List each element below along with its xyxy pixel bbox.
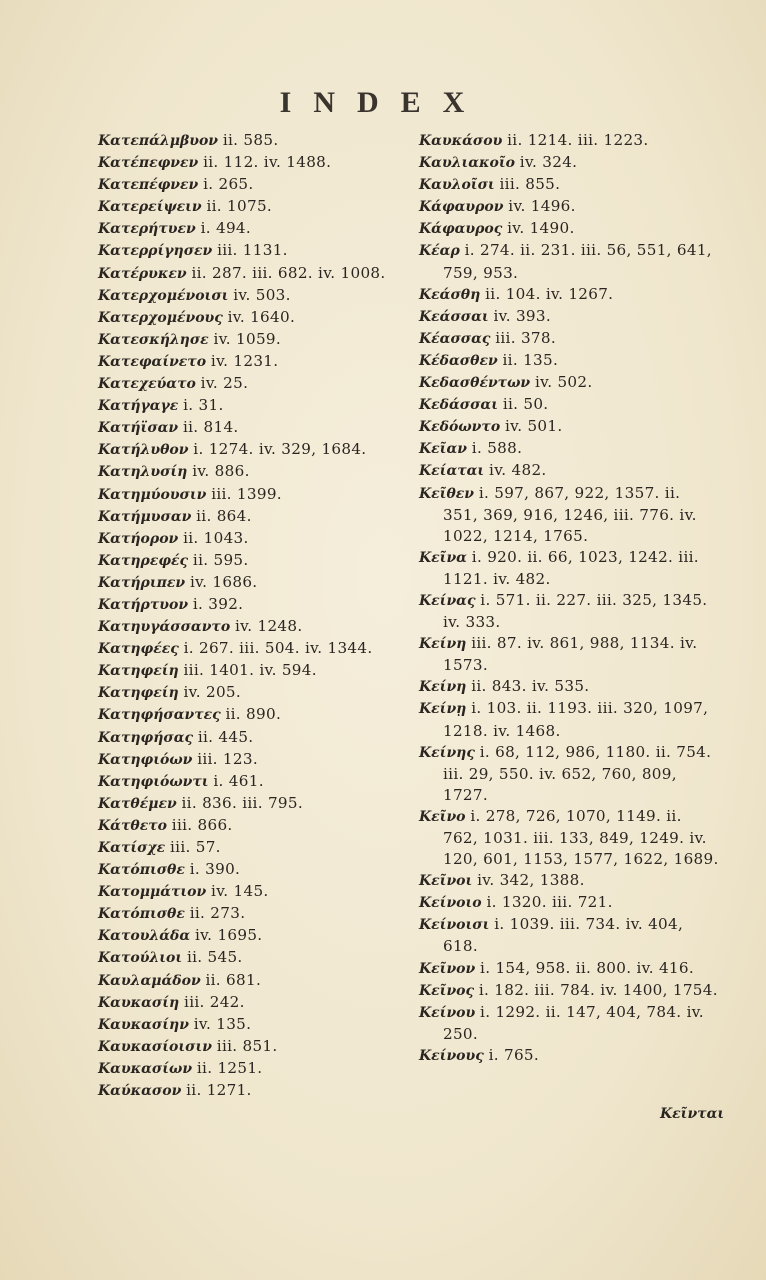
index-entry [98, 859, 398, 881]
index-entry [98, 329, 398, 351]
entry-references: ii. 864. [196, 506, 252, 525]
index-entry [98, 174, 398, 196]
entry-references: ii. 104. iv. 1267. [485, 284, 614, 303]
index-entry [419, 438, 719, 460]
entry-word: Κατεπέφνεν [98, 177, 199, 194]
entry-word: Κείνης [419, 744, 475, 761]
entry-references: ii. 135. [502, 350, 559, 369]
entry-references: iv. 1490. [507, 219, 575, 238]
entry-references: i. 920. ii. 66, 1023, 1242. iii. 1121. iv. 482. [443, 547, 699, 588]
index-entry [98, 749, 398, 771]
entry-word: Κεῖνος [419, 982, 475, 999]
index-entry [419, 240, 719, 283]
entry-references: i. 31. [183, 396, 224, 415]
index-entry [98, 638, 398, 660]
entry-references: iv. 205. [183, 683, 242, 702]
entry-references: i. 494. [200, 219, 251, 238]
page-header: INDEX [279, 86, 487, 119]
entry-references: i. 392. [192, 594, 244, 613]
index-entry [98, 130, 398, 152]
entry-word: Κατέρυκεν [98, 265, 187, 282]
index-entry [98, 572, 398, 594]
entry-word: Κείαται [419, 463, 485, 480]
index-entry [419, 590, 719, 633]
index-entry [419, 1002, 719, 1045]
entry-word: Κείνοισι [419, 917, 490, 934]
entry-references: ii. 50. [502, 395, 549, 414]
entry-references: iv. 502. [534, 373, 593, 392]
index-entry [419, 698, 719, 741]
index-entry [419, 350, 719, 372]
entry-word: Κατηρεφές [98, 552, 189, 569]
index-entry [98, 881, 398, 903]
entry-word: Κατούλιοι [98, 950, 183, 967]
index-entry [98, 660, 398, 682]
entry-word: Κεάσθη [419, 286, 481, 303]
entry-references: iii. 1399. [211, 484, 282, 503]
entry-references: i. 103. ii. 1193. iii. 320, 1097, 1218. iv. 1468. [443, 699, 709, 740]
entry-references: iii. 242. [184, 992, 245, 1011]
entry-word: Κατθέμεν [98, 795, 177, 812]
index-entry [98, 682, 398, 704]
entry-word: Κατήλυθον [98, 442, 189, 459]
index-entry [98, 484, 398, 506]
entry-word: Κείνους [419, 1047, 484, 1064]
index-entry [419, 394, 719, 416]
entry-word: Κατεπάλμβυον [98, 133, 219, 149]
index-entry [98, 771, 398, 793]
entry-word: Κατηφιόων [98, 751, 193, 768]
index-entry [98, 373, 398, 395]
entry-word: Κατόπισθε [98, 906, 185, 923]
entry-word: Κατηφείη [98, 663, 179, 680]
entry-references: i. 765. [488, 1045, 540, 1064]
entry-references: ii. 814. [182, 418, 239, 437]
index-entry [419, 284, 719, 306]
index-entry [98, 417, 398, 439]
entry-references: ii. 545. [186, 948, 243, 967]
entry-word: Καυκάσου [419, 133, 503, 149]
entry-word: Κατήριπεν [98, 574, 186, 591]
entry-references: iii. 1401. iv. 594. [183, 661, 317, 680]
entry-references: iv. 503. [233, 285, 291, 304]
entry-word: Κάφαυρος [419, 221, 503, 238]
entry-references: ii. 1043. [183, 528, 249, 547]
index-entry [419, 892, 719, 914]
index-entry [98, 1080, 398, 1102]
entry-references: iv. 886. [192, 462, 250, 481]
entry-references: i. 265. [203, 175, 254, 194]
index-entry [98, 616, 398, 638]
entry-word: Καυλοῖσι [419, 177, 495, 194]
index-entry [98, 815, 398, 837]
entry-references: ii. 445. [197, 727, 254, 746]
entry-references: ii. 595. [192, 550, 249, 569]
entry-word: Καυκασίοισιν [98, 1038, 212, 1055]
entry-references: i. 1320. iii. 721. [486, 893, 613, 912]
index-entry [98, 704, 398, 726]
entry-word: Κεδασθέντων [419, 375, 531, 392]
index-entry [98, 970, 398, 992]
index-entry [419, 676, 719, 698]
entry-word: Κατόπισθε [98, 862, 185, 879]
entry-word: Κείνῃ [419, 701, 467, 718]
entry-word: Κεῖνοι [419, 873, 473, 890]
index-entry [419, 547, 719, 590]
entry-word: Κεῖνα [419, 549, 467, 566]
entry-word: Κατήμυσαν [98, 508, 192, 525]
entry-word: Κατερρίγησεν [98, 243, 213, 260]
entry-references: ii. 1251. [196, 1058, 263, 1077]
entry-references: i. 390. [189, 860, 241, 879]
index-entry [98, 727, 398, 749]
entry-word: Κατεχεύατο [98, 376, 196, 393]
entry-references: iv. 25. [200, 374, 249, 393]
entry-references: i. 461. [213, 771, 264, 790]
entry-word: Κατερήτυεν [98, 221, 196, 238]
entry-word: Κατέπεφνεν [98, 155, 199, 172]
entry-references: iii. 87. iv. 861, 988, 1134. iv. 1573. [443, 634, 698, 675]
index-entry [98, 793, 398, 815]
entry-word: Κατεφαίνετο [98, 353, 207, 370]
entry-references: i. 1292. ii. 147, 404, 784. iv. 250. [443, 1002, 704, 1043]
entry-word: Καυκασίη [98, 994, 180, 1011]
index-entry [98, 947, 398, 969]
index-entry [98, 837, 398, 859]
entry-word: Κέδασθεν [419, 352, 498, 369]
entry-word: Κατηφέες [98, 641, 179, 658]
entry-references: iv. 1496. [508, 197, 576, 216]
entry-word: Κατηλυσίη [98, 464, 188, 481]
entry-references: i. 597, 867, 922, 1357. ii. 351, 369, 916, 1246, iii. 776. iv. 1022, 1214, 1765. [443, 483, 697, 545]
entry-word: Κατεσκήλησε [98, 331, 209, 348]
index-entry [98, 263, 398, 285]
entry-references: iii. 855. [499, 175, 561, 194]
entry-word: Κείνη [419, 679, 467, 696]
index-entry [98, 240, 398, 262]
index-entry [98, 439, 398, 461]
entry-word: Κείνου [419, 1004, 476, 1021]
entry-word: Κατηφήσας [98, 729, 194, 746]
index-entry [98, 307, 398, 329]
entry-word: Κεῖαν [419, 441, 467, 458]
entry-references: ii. 112. iv. 1488. [203, 153, 332, 172]
index-entry [419, 460, 719, 482]
entry-word: Κεάσσαι [419, 308, 489, 325]
entry-references: i. 278, 726, 1070, 1149. ii. 762, 1031. iii. 133, 849, 1249. iv. 120, 601, 1153, 1577, 1622, 1689. [443, 806, 719, 869]
index-entry [98, 528, 398, 550]
entry-word: Κείνας [419, 592, 476, 609]
index-entry [419, 958, 719, 980]
entry-word: Κάφαυρον [419, 199, 504, 216]
entry-references: iv. 1248. [235, 617, 303, 636]
entry-references: iv. 393. [493, 306, 551, 325]
right-column [419, 130, 719, 1067]
entry-word: Κέασσας [419, 330, 491, 347]
entry-word: Κατηφιόωντι [98, 773, 209, 790]
entry-word: Κατομμάτιον [98, 884, 207, 901]
left-column [98, 130, 398, 1102]
index-entry [419, 130, 719, 152]
index-entry [98, 594, 398, 616]
entry-references: i. 1274. iv. 329, 1684. [193, 440, 367, 459]
entry-word: Κατήϊσαν [98, 420, 179, 437]
index-entry [419, 914, 719, 957]
entry-references: iv. 342, 1388. [477, 871, 585, 890]
entry-word: Καυλαμάδον [98, 972, 201, 989]
entry-references: iii. 1131. [217, 241, 288, 260]
index-entry [419, 870, 719, 892]
entry-word: Κατημύουσιν [98, 486, 207, 503]
index-entry [98, 218, 398, 240]
entry-references: iv. 1231. [210, 351, 279, 370]
entry-references: iv. 145. [211, 882, 269, 901]
entry-references: i. 68, 112, 986, 1180. ii. 754. iii. 29, 550. iv. 652, 760, 809, 1727. [443, 742, 712, 804]
entry-references: ii. 1271. [186, 1081, 252, 1100]
entry-references: iv. 501. [504, 417, 563, 436]
entry-word: Καυκασίην [98, 1016, 189, 1033]
entry-references: iv. 1059. [213, 329, 281, 348]
entry-word: Κεδάσσαι [419, 397, 498, 414]
entry-references: ii. 890. [225, 705, 282, 724]
entry-references: ii. 273. [189, 904, 246, 923]
entry-word: Κεῖνον [419, 960, 476, 977]
index-entry [98, 196, 398, 218]
entry-word: Κείνη [419, 636, 467, 653]
index-entry [419, 633, 719, 676]
index-entry [419, 306, 719, 328]
entry-word: Κατήγαγε [98, 398, 179, 415]
index-entry [98, 925, 398, 947]
entry-word: Κέαρ [419, 243, 460, 260]
entry-references: iii. 57. [170, 838, 221, 856]
index-entry [98, 152, 398, 174]
entry-references: i. 154, 958. ii. 800. iv. 416. [480, 958, 694, 977]
entry-references: ii. 1075. [206, 197, 273, 216]
entry-word: Κεῖνο [419, 808, 466, 825]
entry-references: iv. 482. [489, 461, 547, 480]
entry-word: Κατηυγάσσαντο [98, 619, 231, 636]
entry-references: i. 1039. iii. 734. iv. 404, 618. [443, 915, 684, 956]
entry-references: ii. 585. [222, 131, 279, 149]
index-entry [98, 1014, 398, 1036]
index-entry [419, 416, 719, 438]
index-entry [419, 483, 719, 547]
entry-references: iv. 1695. [194, 926, 263, 945]
index-entry [98, 1058, 398, 1080]
index-entry [419, 742, 719, 806]
index-entry [98, 461, 398, 483]
entry-references: iii. 866. [171, 815, 233, 834]
entry-word: Κατερχομένους [98, 309, 223, 326]
entry-references: iii. 851. [216, 1036, 278, 1055]
index-entry [98, 903, 398, 925]
entry-word: Καυκασίων [98, 1060, 193, 1077]
index-entry [98, 992, 398, 1014]
catchword: Κεῖνται [660, 1106, 725, 1122]
entry-references: ii. 843. iv. 535. [471, 677, 590, 696]
index-entry [98, 550, 398, 572]
index-entry [98, 285, 398, 307]
index-entry [419, 328, 719, 350]
index-entry [419, 174, 719, 196]
index-entry [419, 980, 719, 1002]
entry-word: Κάτθετο [98, 817, 167, 834]
entry-references: i. 571. ii. 227. iii. 325, 1345. iv. 333. [443, 590, 708, 632]
entry-word: Κατηφήσαντες [98, 707, 221, 724]
entry-references: iv. 324. [519, 153, 578, 172]
index-entry [419, 806, 719, 870]
entry-word: Κεδόωντο [419, 419, 501, 436]
entry-references: i. 267. iii. 504. iv. 1344. [183, 639, 373, 658]
entry-word: Κατουλάδα [98, 928, 191, 945]
entry-word: Κατήρτυον [98, 596, 189, 613]
index-entry [98, 351, 398, 373]
index-entry [98, 1036, 398, 1058]
entry-word: Κατερχομένοισι [98, 287, 229, 304]
entry-references: iv. 1640. [227, 307, 296, 326]
entry-references: iv. 1686. [189, 572, 258, 591]
index-entry [419, 152, 719, 174]
index-entry [98, 395, 398, 417]
entry-word: Καύκασον [98, 1083, 182, 1100]
entry-references: ii. 681. [205, 970, 262, 989]
index-entry [419, 196, 719, 218]
entry-references: iv. 135. [193, 1014, 252, 1033]
entry-references: i. 274. ii. 231. iii. 56, 551, 641, 759, 953. [443, 241, 712, 282]
entry-references: ii. 287. iii. 682. iv. 1008. [191, 263, 386, 282]
entry-word: Κατερείψειν [98, 199, 202, 216]
index-entry [419, 1045, 719, 1067]
entry-word: Κατηφείη [98, 685, 179, 702]
entry-references: ii. 836. iii. 795. [181, 793, 303, 812]
entry-references: i. 588. [471, 439, 523, 458]
entry-word: Κείνοιο [419, 895, 482, 912]
entry-references: ii. 1214. iii. 1223. [507, 131, 649, 149]
entry-references: iii. 378. [495, 328, 556, 347]
entry-references: iii. 123. [197, 749, 258, 768]
entry-word: Καυλιακοῖο [419, 155, 515, 172]
index-entry [419, 218, 719, 240]
entry-word: Κατήορον [98, 530, 179, 547]
entry-word: Κεῖθεν [419, 485, 475, 502]
entry-word: Κατίσχε [98, 840, 166, 856]
index-entry [98, 506, 398, 528]
index-entry [419, 372, 719, 394]
entry-references: i. 182. iii. 784. iv. 1400, 1754. [478, 980, 718, 999]
